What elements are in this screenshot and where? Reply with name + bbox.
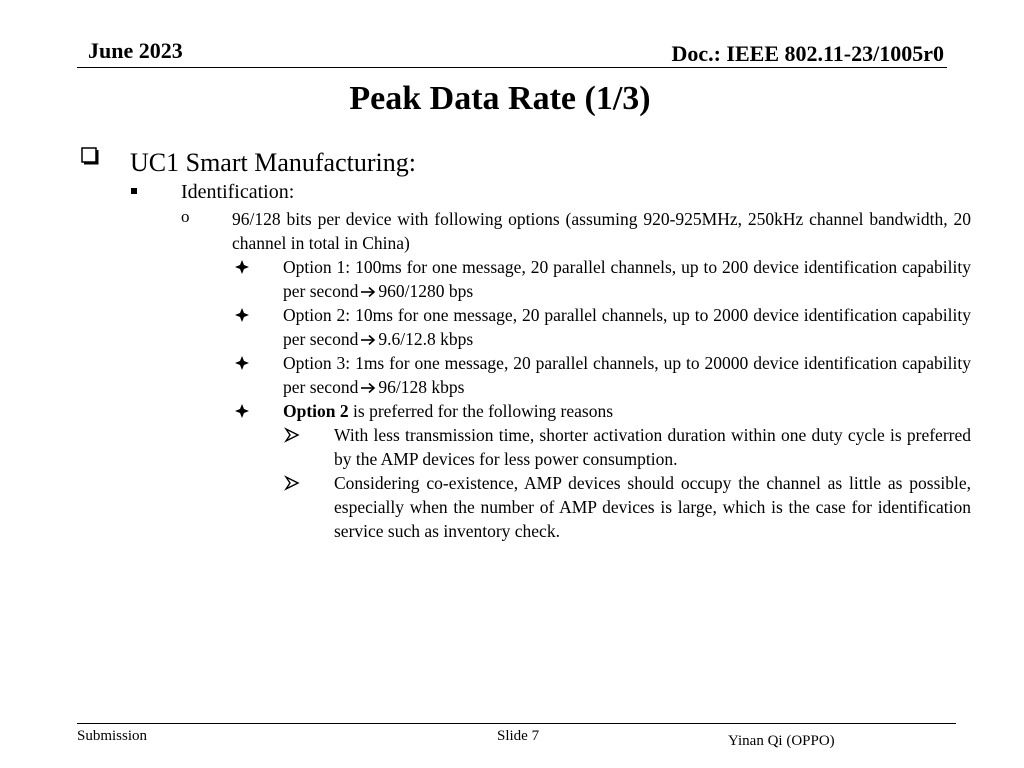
diamond-bullet-icon xyxy=(234,403,250,419)
reason-item: With less transmission time, shorter activation duration within one duty cycle is preferred by the AMP devices for less power consumption. xyxy=(334,425,971,469)
reason-item: Considering co-existence, AMP devices should occupy the channel as little as possible, especially when the number of AMP devices is large, which is the case for identification service such as inventory check. xyxy=(334,473,971,541)
option-item xyxy=(283,303,971,351)
footer-divider xyxy=(77,723,956,724)
subsection-heading: Identification: xyxy=(181,181,295,203)
header-date: June 2023 xyxy=(88,38,183,63)
slide-title: Peak Data Rate (1/3) xyxy=(349,80,651,117)
option-rate: 9.6/12.8 kbps xyxy=(378,329,474,349)
option-rate: 960/1280 bps xyxy=(378,281,474,301)
diamond-bullet-icon xyxy=(234,355,250,371)
option-item xyxy=(283,351,971,399)
square-bullet-icon xyxy=(131,188,137,194)
header-divider xyxy=(77,67,947,68)
section-heading: UC1 Smart Manufacturing: xyxy=(130,148,416,177)
option-text: Option 1: 100ms for one message, 20 parallel channels, up to 200 device identification capability per second xyxy=(283,257,971,301)
header-doc-id: Doc.: IEEE 802.11-23/1005r0 xyxy=(671,41,944,66)
diamond-bullet-icon xyxy=(234,259,250,275)
option-text: Option 2: 10ms for one message, 20 parallel channels, up to 2000 device identification capability per second xyxy=(283,305,971,349)
bits-description: 96/128 bits per device with following options (assuming 920-925MHz, 250kHz channel bandwidth, 20 channel in total in China) xyxy=(232,209,971,253)
arrowhead-bullet-icon xyxy=(284,427,300,443)
right-arrow-icon xyxy=(360,382,376,394)
option-item xyxy=(283,255,971,303)
preferred-option-text: is preferred for the following reasons xyxy=(348,401,614,421)
right-arrow-icon xyxy=(360,286,376,298)
option-rate: 96/128 kbps xyxy=(378,377,465,397)
option-text: Option 3: 1ms for one message, 20 parallel channels, up to 20000 device identification capability per second xyxy=(283,353,971,397)
circle-bullet: o xyxy=(181,207,190,226)
hollow-square-bullet-icon xyxy=(80,146,100,166)
arrowhead-bullet-icon xyxy=(284,475,300,491)
footer-submission: Submission xyxy=(77,728,148,744)
right-arrow-icon xyxy=(360,334,376,346)
diamond-bullet-icon xyxy=(234,307,250,323)
preferred-option-name: Option 2 xyxy=(283,401,349,421)
footer-slide-number: Slide 7 xyxy=(497,728,540,744)
preferred-option xyxy=(283,399,971,423)
footer-author: Yinan Qi (OPPO) xyxy=(728,733,835,749)
